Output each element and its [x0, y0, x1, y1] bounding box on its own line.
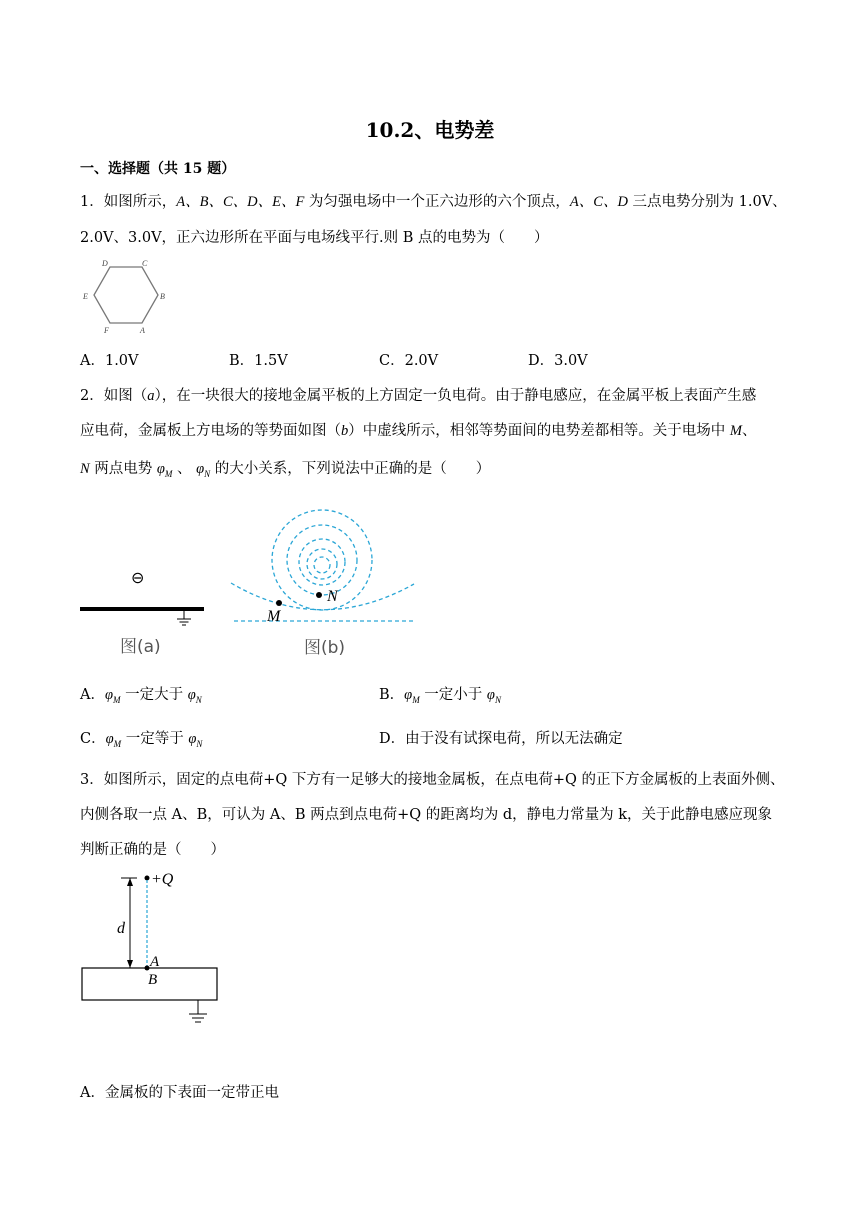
- page-title: 10.2、电势差: [365, 118, 495, 142]
- point-a: [145, 966, 150, 971]
- q1-stem-line2: 2.0V、3.0V，正六边形所在平面与电场线平行.则 B 点的电势为（ ）: [80, 230, 549, 246]
- label-m: M: [267, 608, 281, 625]
- hexagon-label-a: A: [140, 326, 145, 335]
- figure-a-plate: [76, 560, 216, 662]
- q3-stem-line1: 3．如图所示，固定的点电荷+Q 下方有一足够大的接地金属板，在点电荷+Q 的正下方金属板的上表面外侧、: [80, 772, 785, 788]
- figure-a-caption: 图(a): [120, 637, 161, 657]
- metal-plate: [80, 607, 204, 611]
- q1-option-c[interactable]: C．2.0V: [379, 353, 439, 369]
- section-heading: 一、选择题（共 15 题）: [80, 161, 236, 177]
- figure-b-equipotentials: [226, 496, 418, 662]
- hexagon-label-d: D: [102, 259, 108, 268]
- negative-charge-icon: ⊖: [131, 570, 145, 587]
- hexagon-label-f: F: [104, 326, 109, 335]
- figure-b-caption: 图(b): [304, 638, 346, 658]
- label-q: +Q: [151, 871, 174, 888]
- label-b: B: [148, 972, 158, 988]
- q2-option-a[interactable]: A．$\varphi_M$ 一定大于 $\varphi_N$: [80, 687, 202, 705]
- hexagon-label-c: C: [142, 259, 148, 268]
- label-n: N: [327, 588, 338, 605]
- q3-stem-line3: 判断正确的是（ ）: [80, 842, 225, 858]
- q2-option-c[interactable]: C．$\varphi_M$ 一定等于 $\varphi_N$: [80, 731, 203, 749]
- q3-stem-line2: 内侧各取一点 A、B，可认为 A、B 两点到点电荷+Q 的距离均为 d，静电力常量为 k，关于此静电感应现象: [80, 807, 773, 823]
- q1-stem-line1: 1．如图所示，A、B、C、D、E、F 为匀强电场中一个正六边形的六个顶点，A、C、D 三点电势分别为 1.0V、: [80, 194, 787, 210]
- q2-stem-line2: 应电荷，金属板上方电场的等势面如图（b）中虚线所示，相邻等势面间的电势差都相等。关于电场中 M、: [80, 423, 757, 439]
- hexagon-label-e: E: [83, 292, 88, 301]
- point-n: [316, 592, 322, 598]
- point-charge-q: [145, 876, 150, 881]
- label-a: A: [150, 954, 160, 970]
- figure-point-charge-plate: [78, 866, 228, 1034]
- q2-option-d[interactable]: D．由于没有试探电荷，所以无法确定: [379, 731, 623, 747]
- q2-stem-line3: N 两点电势 $\varphi_M$ 、 $\varphi_N$ 的大小关系，下列说法中正确的是（ ）: [80, 461, 491, 479]
- hexagon-shape: [94, 267, 158, 323]
- hexagon-label-b: B: [160, 292, 165, 301]
- q1-option-d[interactable]: D．3.0V: [528, 353, 588, 369]
- q3-option-a[interactable]: A．金属板的下表面一定带正电: [80, 1085, 279, 1101]
- label-d: d: [117, 920, 125, 937]
- hexagon-figure: [78, 255, 174, 335]
- q1-option-a[interactable]: A．1.0V: [80, 353, 139, 369]
- point-m: [276, 600, 282, 606]
- q2-option-b[interactable]: B．$\varphi_M$ 一定小于 $\varphi_N$: [379, 687, 501, 705]
- q1-option-b[interactable]: B．1.5V: [229, 353, 288, 369]
- q2-stem-line1: 2．如图（a），在一块很大的接地金属平板的上方固定一负电荷。由于静电感应，在金属平板上表面产生感: [80, 388, 757, 404]
